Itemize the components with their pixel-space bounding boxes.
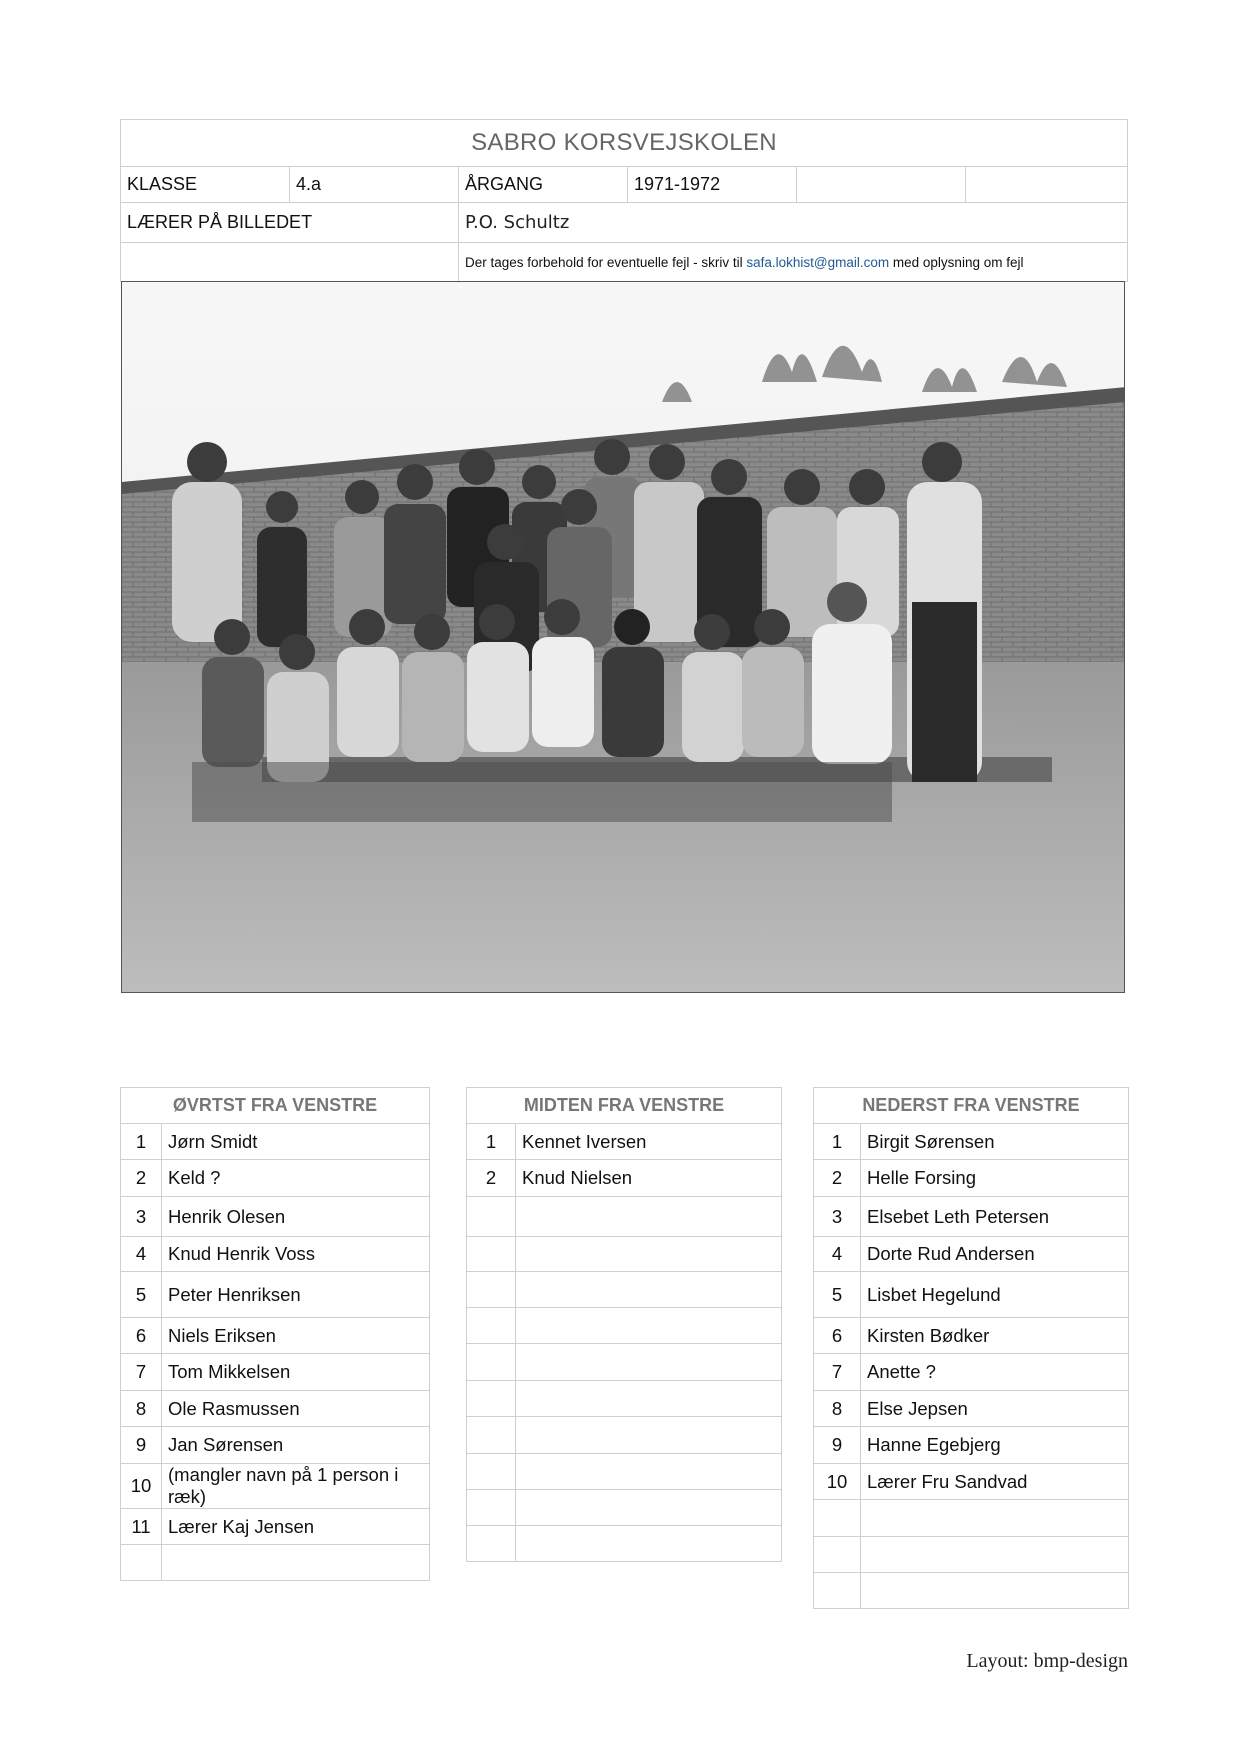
person-name: [861, 1537, 1129, 1573]
person-name: Jørn Smidt: [162, 1124, 430, 1160]
person-name: Lærer Kaj Jensen: [162, 1509, 430, 1545]
person-name: Knud Henrik Voss: [162, 1237, 430, 1272]
class-info-table: [120, 119, 1128, 282]
row-number: 7: [814, 1354, 861, 1391]
person-name: [516, 1344, 782, 1381]
empty-cell: [121, 243, 459, 282]
row-number: 9: [121, 1427, 162, 1464]
klasse-value: 4.a: [290, 167, 459, 203]
empty-cell: [966, 167, 1128, 203]
person-name: [516, 1237, 782, 1272]
row-number: 3: [121, 1197, 162, 1237]
person-name: [516, 1197, 782, 1237]
person-name: Niels Eriksen: [162, 1318, 430, 1354]
school-title: SABRO KORSVEJSKOLEN: [121, 120, 1128, 167]
row-number: 10: [121, 1464, 162, 1509]
middle-row-names-table: [466, 1087, 782, 1562]
row-number: [467, 1197, 516, 1237]
row-number: 6: [121, 1318, 162, 1354]
notice-text: Der tages forbehold for eventuelle fejl - skriv til: [465, 254, 747, 270]
row-number: 4: [814, 1237, 861, 1272]
row-number: 2: [121, 1160, 162, 1197]
list-title: MIDTEN FRA VENSTRE: [467, 1088, 782, 1124]
row-number: [467, 1308, 516, 1344]
row-number: [467, 1454, 516, 1490]
row-number: [467, 1237, 516, 1272]
error-notice: [459, 243, 1128, 282]
row-number: 1: [467, 1124, 516, 1160]
row-number: 8: [814, 1391, 861, 1427]
person-name: Knud Nielsen: [516, 1160, 782, 1197]
person-name: [516, 1526, 782, 1562]
person-name: [516, 1272, 782, 1308]
person-name: Kennet Iversen: [516, 1124, 782, 1160]
person-name: Dorte Rud Andersen: [861, 1237, 1129, 1272]
row-number: 5: [814, 1272, 861, 1318]
row-number: 1: [814, 1124, 861, 1160]
row-number: 6: [814, 1318, 861, 1354]
row-number: [467, 1344, 516, 1381]
person-name: Peter Henriksen: [162, 1272, 430, 1318]
row-number: 3: [814, 1197, 861, 1237]
row-number: 9: [814, 1427, 861, 1464]
person-name: Helle Forsing: [861, 1160, 1129, 1197]
list-title: ØVRTST FRA VENSTRE: [121, 1088, 430, 1124]
argang-value: 1971-1972: [628, 167, 797, 203]
row-number: 4: [121, 1237, 162, 1272]
top-row-names-table: [120, 1087, 430, 1581]
person-name: Birgit Sørensen: [861, 1124, 1129, 1160]
row-number: [467, 1490, 516, 1526]
person-name: [516, 1454, 782, 1490]
person-name: [861, 1500, 1129, 1537]
empty-cell: [797, 167, 966, 203]
row-number: 8: [121, 1391, 162, 1427]
notice-text-end: med oplysning om fejl: [889, 254, 1024, 270]
row-number: 2: [467, 1160, 516, 1197]
row-number: 1: [121, 1124, 162, 1160]
person-name: Lærer Fru Sandvad: [861, 1464, 1129, 1500]
teacher-label: LÆRER PÅ BILLEDET: [121, 203, 459, 243]
person-name: [516, 1490, 782, 1526]
row-number: [121, 1545, 162, 1581]
class-photo: [121, 281, 1125, 993]
row-number: [467, 1417, 516, 1454]
person-name: (mangler navn på 1 person i ræk): [162, 1464, 430, 1509]
person-name: [162, 1545, 430, 1581]
person-name: Anette ?: [861, 1354, 1129, 1391]
person-name: Tom Mikkelsen: [162, 1354, 430, 1391]
row-number: 11: [121, 1509, 162, 1545]
person-name: [516, 1308, 782, 1344]
teacher-value: P.O. Schultz: [459, 203, 1128, 243]
list-title: NEDERST FRA VENSTRE: [814, 1088, 1129, 1124]
row-number: 10: [814, 1464, 861, 1500]
layout-credit: Layout: bmp-design: [966, 1650, 1128, 1672]
person-name: Else Jepsen: [861, 1391, 1129, 1427]
row-number: 5: [121, 1272, 162, 1318]
row-number: [467, 1272, 516, 1308]
person-name: Henrik Olesen: [162, 1197, 430, 1237]
klasse-label: KLASSE: [121, 167, 290, 203]
row-number: [814, 1500, 861, 1537]
bottom-row-names-table: [813, 1087, 1129, 1609]
person-name: Kirsten Bødker: [861, 1318, 1129, 1354]
person-name: Hanne Egebjerg: [861, 1427, 1129, 1464]
person-name: [516, 1381, 782, 1417]
row-number: 2: [814, 1160, 861, 1197]
contact-email-link[interactable]: safa.lokhist@gmail.com: [746, 254, 890, 270]
class-photo-image: [122, 282, 1125, 993]
row-number: [814, 1537, 861, 1573]
person-name: Elsebet Leth Petersen: [861, 1197, 1129, 1237]
row-number: [467, 1526, 516, 1562]
row-number: [467, 1381, 516, 1417]
row-number: [814, 1573, 861, 1609]
person-name: [516, 1417, 782, 1454]
person-name: Ole Rasmussen: [162, 1391, 430, 1427]
argang-label: ÅRGANG: [459, 167, 628, 203]
person-name: Lisbet Hegelund: [861, 1272, 1129, 1318]
row-number: 7: [121, 1354, 162, 1391]
person-name: Jan Sørensen: [162, 1427, 430, 1464]
person-name: [861, 1573, 1129, 1609]
person-name: Keld ?: [162, 1160, 430, 1197]
